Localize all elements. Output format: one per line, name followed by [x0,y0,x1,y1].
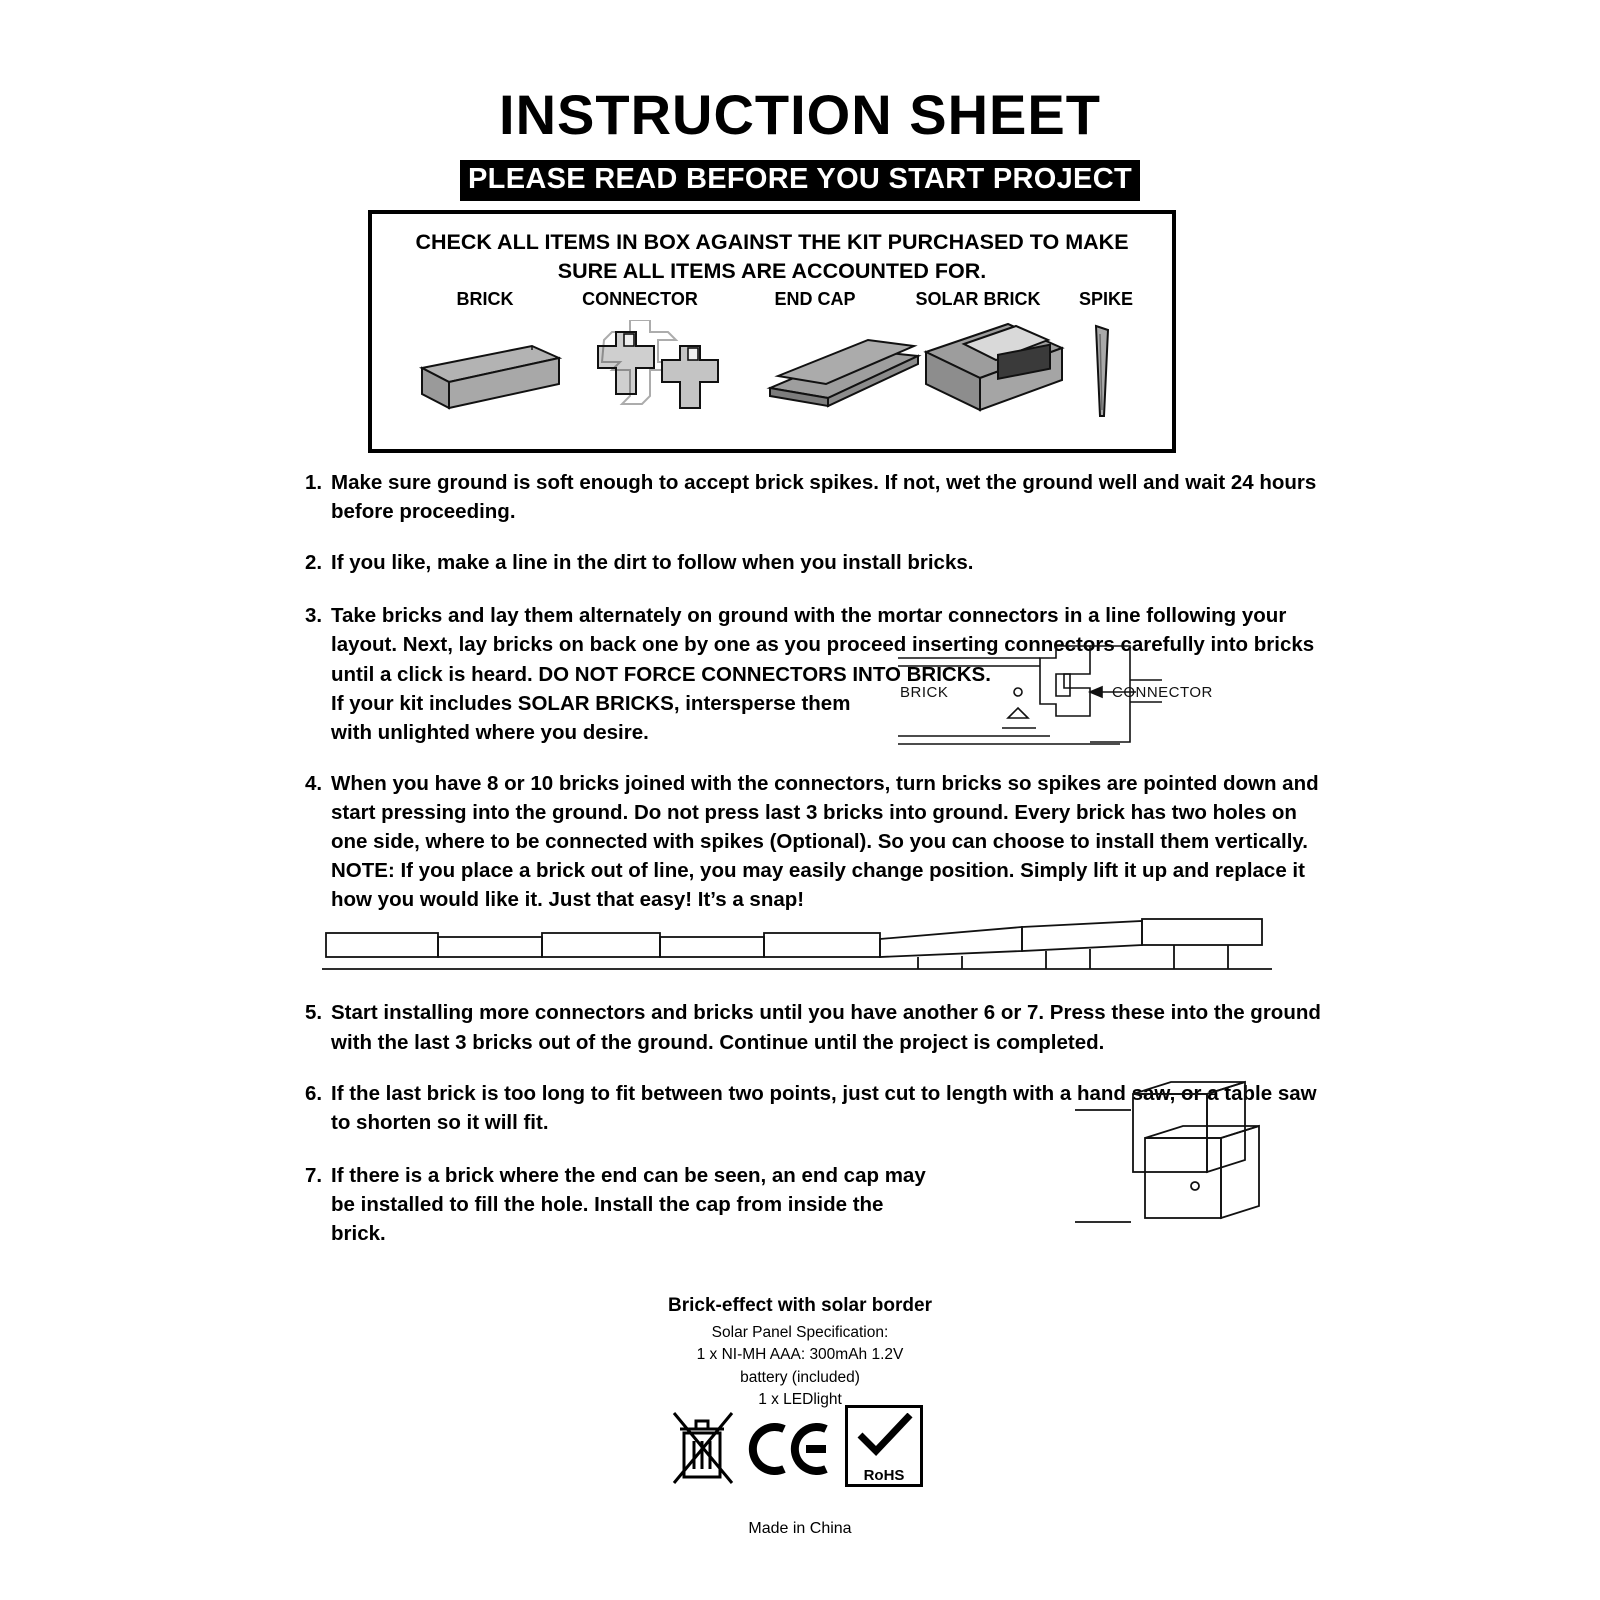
step-number: 5. [305,1001,323,1025]
end-cap-install-figure [1075,1080,1290,1245]
step-number: 3. [305,604,323,628]
step-text: If you like, make a line in the dirt to follow when you install bricks. [331,551,974,575]
step-text-secondary: If your kit includes SOLAR BRICKS, intersperse them with unlighted where you desire. [331,691,851,744]
step-item [305,998,1325,1056]
parts-labels-row [372,289,1172,315]
parts-checklist-heading [386,228,1158,286]
step-text: When you have 8 or 10 bricks joined with the connectors, turn bricks so spikes are pointed down and start pressing into the ground. Do not press last 3 bricks into ground. Every brick has two holes on one side, where to be connected with spikes (Optional). So you can choose to install them vertically. [331,771,1319,854]
parts-heading-line-2: SURE ALL ITEMS ARE ACCOUNTED FOR. [557,259,987,284]
step-item [305,769,1325,915]
step-note: NOTE: If you place a brick out of line, you may easily change position. Simply lift it up and replace it how you would like it. Just that easy! It’s a snap! [331,859,1305,912]
spec-line-2: 1 x NI-MH AAA: 300mAh 1.2V [696,1346,904,1364]
figure-label-connector: CONNECTOR [1112,684,1213,701]
spike-illustration [1078,324,1128,424]
ce-mark-icon [748,1421,834,1477]
part-label-brick: BRICK [456,289,514,309]
connector-detail-figure [890,640,1240,760]
parts-heading-line-1: CHECK ALL ITEMS IN BOX AGAINST THE KIT PURCHASED TO MAKE [415,230,1129,254]
brick-row-drawing [322,915,1272,977]
spec-line-1: Solar Panel Specification: [711,1324,889,1341]
connector-illustration [584,320,744,425]
step-text: If there is a brick where the end can be seen, an end cap may be installed to fill the hole. Install the cap from inside the brick. [331,1163,926,1246]
subtitle-container [0,160,1600,201]
spec-line-3: battery (included) [740,1368,860,1386]
brick-row-figure [322,915,1272,977]
part-label-solar-brick: SOLAR BRICK [915,289,1041,309]
spec-line-4: 1 x LEDlight [758,1391,842,1409]
step-item [305,468,1325,526]
solar-brick-illustration [920,318,1070,426]
part-label-connector: CONNECTOR [582,289,698,309]
step-number: 2. [305,551,323,575]
parts-illustrations [372,318,1172,433]
step-number: 1. [305,471,323,494]
product-spec [0,1322,1600,1412]
step-number: 4. [305,771,323,795]
page-title: INSTRUCTION SHEET [499,83,1101,146]
parts-checklist-box [368,210,1176,453]
end-cap-install-drawing [1075,1080,1290,1245]
product-name: Brick-effect with solar border [668,1295,932,1316]
page-subtitle: PLEASE READ BEFORE YOU START PROJECT [460,160,1140,201]
brick-illustration [414,328,564,418]
step-text: Make sure ground is soft enough to accept brick spikes. If not, wet the ground well and wait 24 hours before proceeding. [331,471,1317,524]
rohs-label: RoHS [848,1467,920,1484]
check-mark-icon [856,1413,914,1461]
weee-bin-icon [670,1409,736,1487]
compliance-marks [0,1405,1600,1510]
step-item [305,548,1325,577]
footer-product-info [0,1295,1600,1412]
part-label-end-cap: END CAP [774,289,856,309]
step-number: 7. [305,1163,323,1187]
end-cap-illustration [764,336,924,416]
step-text: If the last brick is too long to fit between two points, just cut to length with a hand saw, or a table saw to shorten so it will fit. [331,1081,1317,1134]
step-text: Start installing more connectors and bricks until you have another 6 or 7. Press these into the ground with the last 3 bricks out of the ground. Continue until the project is completed. [331,1001,1321,1054]
step-text: Take bricks and lay them alternately on ground with the mortar connectors in a line following your layout. Next, lay bricks on back one by one as you proceed inserting connectors carefully into bricks until a click is heard. DO NOT FORCE CONNECTORS INTO BRICKS. [331,604,1315,686]
made-in-text: Made in China [748,1520,852,1537]
part-label-spike: SPIKE [1078,289,1134,309]
figure-label-brick: BRICK [900,684,949,701]
step-number: 6. [305,1081,323,1105]
